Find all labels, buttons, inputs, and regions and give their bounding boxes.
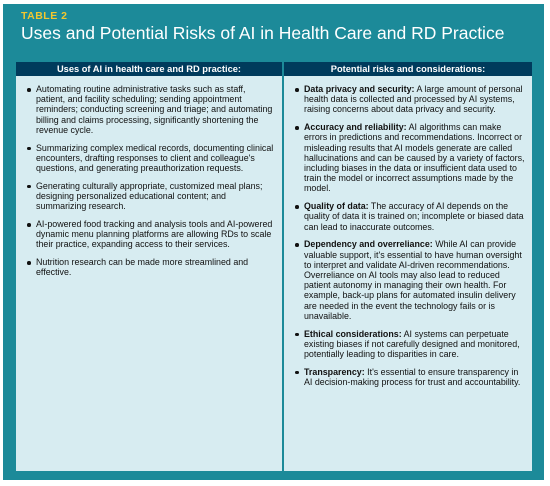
risk-text: AI algorithms can make errors in predictions and recommendations. Incorrect or misleading results that AI models generate are called hallucinations and can be caused by a variety of factors, including biases in the data or insufficient data used to train the model or incorrect assumptions made by the model. <box>304 122 525 194</box>
table-body <box>16 62 532 471</box>
list-item: Automating routine administrative tasks such as staff, patient, and facility scheduling; sending appointment reminders; conducting screening and triage; and automating billing and claims processing, significantly shortening the revenue cycle. <box>26 84 274 135</box>
risk-text: The accuracy of AI depends on the quality of data it is trained on; incomplete or biased data can lead to inaccurate outcomes. <box>304 201 524 232</box>
risk-term: Data privacy and security: <box>304 84 415 94</box>
uses-column-header: Uses of AI in health care and RD practice: <box>16 62 282 76</box>
risk-term: Transparency: <box>304 366 365 377</box>
table-title: Uses and Potential Risks of AI in Health Care and RD Practice <box>21 23 505 43</box>
risk-text: It's essential to ensure transparency in AI decision-making process for trust and accountability. <box>304 366 521 388</box>
list-item <box>294 122 526 193</box>
column-divider <box>282 62 284 471</box>
uses-list <box>26 84 274 285</box>
risk-text: AI systems can perpetuate existing biases if not carefully designed and monitored, potentially leading to disparities in care. <box>304 328 520 360</box>
risk-term: Dependency and overreliance: <box>304 239 433 250</box>
risk-term: Accuracy and reliability: <box>304 122 407 133</box>
list-item <box>294 329 526 360</box>
list-item <box>294 84 526 115</box>
risks-list <box>294 84 526 395</box>
risks-column-header: Potential risks and considerations: <box>284 62 532 76</box>
list-item: Summarizing complex medical records, documenting clinical encounters, drafting responses to client and colleague's questions, and generating preauthorization requests. <box>26 143 274 174</box>
risk-text: While AI can provide valuable support, it's essential to have human oversight to interpret and validate AI-driven recommendations. Overreliance on AI tools may also lead to reduced patient autonomy in managing their own health. For example, back-up plans for automated insulin delivery are needed in the event the technology fails or is unavailable. <box>304 239 522 321</box>
table-label: TABLE 2 <box>21 10 68 22</box>
risk-term: Ethical considerations: <box>304 328 402 339</box>
list-item <box>294 201 526 232</box>
list-item: Nutrition research can be made more streamlined and effective. <box>26 257 274 277</box>
list-item <box>294 239 526 321</box>
list-item <box>294 367 526 387</box>
risk-text: A large amount of personal health data is collected and processed by AI systems, raising concerns about data privacy and security. <box>304 84 523 115</box>
risk-term: Quality of data: <box>304 201 369 212</box>
table-frame <box>3 4 544 480</box>
list-item: AI-powered food tracking and analysis tools and AI-powered dynamic menu planning platforms are allowing RDs to scale their practice, expanding access to their services. <box>26 219 274 250</box>
list-item: Generating culturally appropriate, customized meal plans; designing personalized educational content; and summarizing research. <box>26 181 274 212</box>
